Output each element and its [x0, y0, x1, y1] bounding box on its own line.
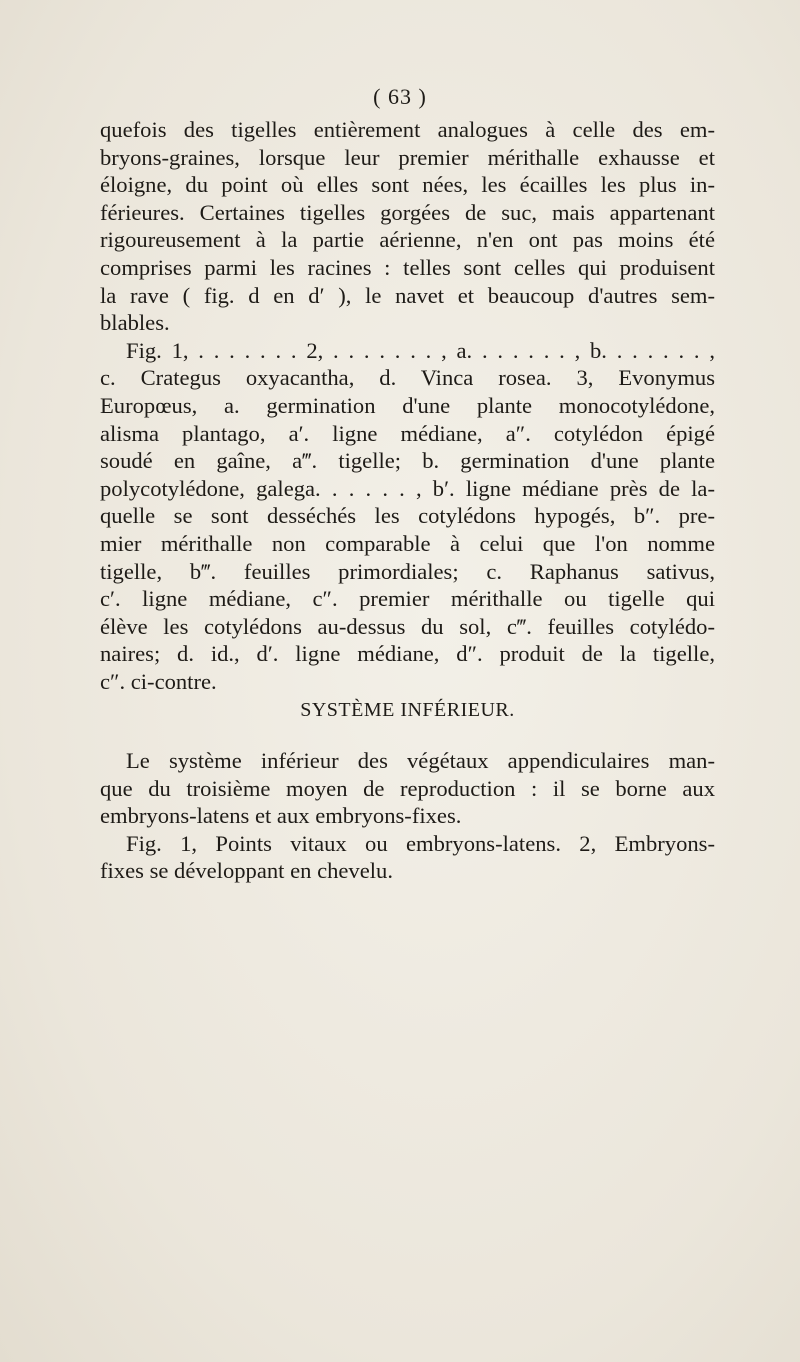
section-heading: SYSTÈME INFÉRIEUR.	[300, 699, 515, 722]
legend-line: alisma plantago, a′. ligne médiane, a″. cotylédon épigé	[100, 420, 715, 446]
legend-line: c. Crategus oxyacantha, d. Vinca rosea. 3, Evonymus	[100, 365, 715, 391]
text-line: rigoureusement à la partie aérienne, n'en ont pas moins été	[100, 227, 715, 253]
legend-line: naires; d. id., d′. ligne médiane, d″. produit de la tigelle,	[100, 641, 715, 667]
text-line: bryons-graines, lorsque leur premier mérithalle exhausse et	[100, 144, 715, 170]
text-line: quefois des tigelles entièrement analogues à celle des em-	[100, 117, 715, 142]
text-line: Fig. 1, Points vitaux ou embryons-latens. 2, Embryons-	[126, 830, 715, 856]
legend-line: c′. ligne médiane, c″. premier mérithalle ou tigelle qui	[100, 586, 715, 612]
figure-legend	[100, 337, 715, 696]
legend-line: tigelle, b‴. feuilles primordiales; c. Raphanus sativus,	[100, 558, 715, 584]
legend-line: c″. ci-contre.	[100, 668, 217, 694]
legend-line: quelle se sont desséchés les cotylédons hypogés, b″. pre-	[100, 503, 715, 529]
legend-line: soudé en gaîne, a‴. tigelle; b. germination d'une plante	[100, 448, 715, 474]
legend-line: mier mérithalle non comparable à celui que l'on nomme	[100, 530, 715, 556]
text-line: embryons-latens et aux embryons-fixes.	[100, 803, 462, 829]
paragraph-systeme-inferieur	[100, 747, 715, 830]
legend-line: polycotylédone, galega. . . . . . , b′. ligne médiane près de la-	[100, 475, 715, 501]
legend-line: Europœus, a. germination d'une plante monocotylédone,	[100, 392, 715, 418]
paragraph-figure-caption	[100, 830, 715, 885]
text-line: fixes se développant en chevelu.	[100, 858, 393, 884]
legend-line: Fig. 1, . . . . . . . 2, . . . . . . . , a. . . . . . . , b. . . . . . . ,	[126, 337, 715, 363]
text-line: que du troisième moyen de reproduction : il se borne aux	[100, 775, 715, 801]
text-line: férieures. Certaines tigelles gorgées de suc, mais appartenant	[100, 199, 715, 225]
text-line: blables.	[100, 310, 170, 336]
page-number: ( 63 )	[373, 84, 427, 109]
text-line: éloigne, du point où elles sont nées, les écailles les plus in-	[100, 172, 715, 198]
text-line: comprises parmi les racines : telles sont celles qui produisent	[100, 254, 715, 280]
text-line: Le système inférieur des végétaux appendiculaires man-	[126, 748, 715, 774]
paragraph-tigelles	[100, 116, 715, 337]
legend-line: élève les cotylédons au-dessus du sol, c‴. feuilles cotylédo-	[100, 613, 715, 639]
page-body	[100, 116, 715, 885]
text-line: la rave ( fig. d en d′ ), le navet et beaucoup d'autres sem-	[100, 282, 715, 308]
